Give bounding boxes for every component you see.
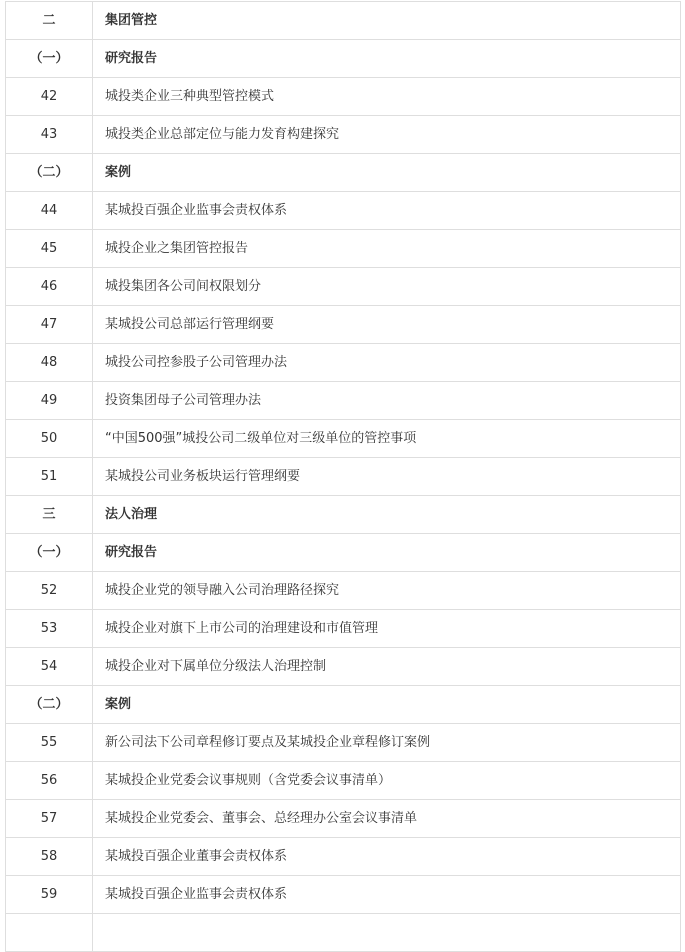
row-number: 55: [6, 724, 93, 762]
table-row: [6, 192, 681, 230]
table-row: [6, 648, 681, 686]
row-number: （二）: [6, 686, 93, 724]
table-row: [6, 268, 681, 306]
row-title: 城投企业党的领导融入公司治理路径探究: [93, 572, 681, 610]
row-title: 研究报告: [93, 40, 681, 78]
table-row: [6, 116, 681, 154]
table-row: [6, 724, 681, 762]
table-row: [6, 838, 681, 876]
row-number: 47: [6, 306, 93, 344]
row-title: 某城投公司业务板块运行管理纲要: [93, 458, 681, 496]
row-number: 48: [6, 344, 93, 382]
row-title: 某城投公司总部运行管理纲要: [93, 306, 681, 344]
row-number: 53: [6, 610, 93, 648]
row-title: “中国500强”城投公司二级单位对三级单位的管控事项: [93, 420, 681, 458]
row-number: 49: [6, 382, 93, 420]
row-title: 投资集团母子公司管理办法: [93, 382, 681, 420]
table-row: [6, 914, 681, 952]
table-row: [6, 78, 681, 116]
table-row: [6, 762, 681, 800]
row-number: 42: [6, 78, 93, 116]
row-title: 城投类企业三种典型管控模式: [93, 78, 681, 116]
row-title: 某城投企业党委会、董事会、总经理办公室会议事清单: [93, 800, 681, 838]
contents-table-body: [6, 2, 681, 952]
table-row: [6, 306, 681, 344]
row-title: 城投类企业总部定位与能力发育构建探究: [93, 116, 681, 154]
row-title: 案例: [93, 154, 681, 192]
row-title: 城投企业对下属单位分级法人治理控制: [93, 648, 681, 686]
section-header-row: [6, 2, 681, 40]
row-title: 城投企业对旗下上市公司的治理建设和市值管理: [93, 610, 681, 648]
row-number: 46: [6, 268, 93, 306]
row-number: 59: [6, 876, 93, 914]
row-number: 51: [6, 458, 93, 496]
table-row: [6, 344, 681, 382]
section-header-row: [6, 534, 681, 572]
table-row: [6, 610, 681, 648]
row-number: 52: [6, 572, 93, 610]
row-number: 43: [6, 116, 93, 154]
row-title: 城投集团各公司间权限划分: [93, 268, 681, 306]
row-number: 二: [6, 2, 93, 40]
table-row: [6, 420, 681, 458]
row-title: 法人治理: [93, 496, 681, 534]
row-number: 58: [6, 838, 93, 876]
row-number: 56: [6, 762, 93, 800]
row-number: 50: [6, 420, 93, 458]
row-title: 某城投企业党委会议事规则（含党委会议事清单）: [93, 762, 681, 800]
row-number: 44: [6, 192, 93, 230]
row-title: 某城投百强企业监事会责权体系: [93, 192, 681, 230]
row-title: 新公司法下公司章程修订要点及某城投企业章程修订案例: [93, 724, 681, 762]
row-title: 研究报告: [93, 534, 681, 572]
row-title: 城投公司控参股子公司管理办法: [93, 344, 681, 382]
row-number: 三: [6, 496, 93, 534]
table-row: [6, 230, 681, 268]
row-title: 城投企业之集团管控报告: [93, 230, 681, 268]
row-title: 集团管控: [93, 2, 681, 40]
row-number: 57: [6, 800, 93, 838]
row-title: [93, 914, 681, 952]
row-number: （一）: [6, 40, 93, 78]
section-header-row: [6, 154, 681, 192]
row-title: 某城投百强企业董事会责权体系: [93, 838, 681, 876]
contents-table: [5, 1, 681, 952]
row-number: （二）: [6, 154, 93, 192]
row-title: 案例: [93, 686, 681, 724]
table-row: [6, 876, 681, 914]
row-title: 某城投百强企业监事会责权体系: [93, 876, 681, 914]
section-header-row: [6, 686, 681, 724]
table-row: [6, 458, 681, 496]
row-number: 54: [6, 648, 93, 686]
table-row: [6, 382, 681, 420]
section-header-row: [6, 496, 681, 534]
table-row: [6, 800, 681, 838]
table-row: [6, 572, 681, 610]
section-header-row: [6, 40, 681, 78]
row-number: 45: [6, 230, 93, 268]
row-number: [6, 914, 93, 952]
row-number: （一）: [6, 534, 93, 572]
